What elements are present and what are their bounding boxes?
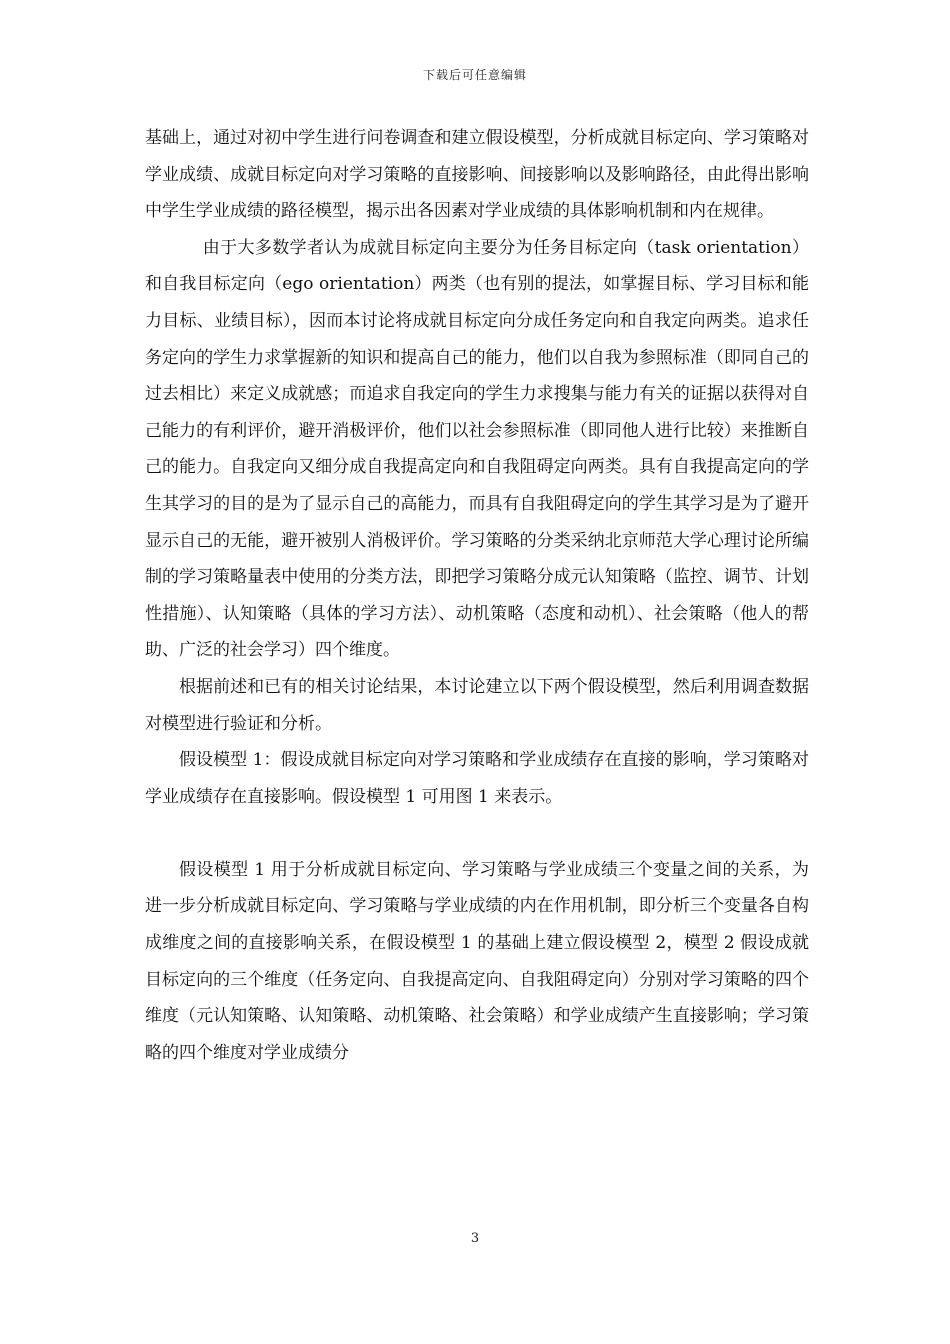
paragraph-goal-orientation: 由于大多数学者认为成就目标定向主要分为任务目标定向（task orientation）和自我目标定向（ego orientation）两类（也有别的提法，如掌握目标、学习目标和能力目标、业绩目标），因而本讨论将成就目标定向分成任务定向和自我定向两类。追求任务定向的学生力求掌握新的知识和提高自己的能力，他们以自我为参照标准（即同自己的过去相比）来定义成就感；而追求自我定向的学生力求搜集与能力有关的证据以获得对自己能力的有利评价，避开消极评价，他们以社会参照标准（即同他人进行比较）来推断自己的能力。自我定向又细分成自我提高定向和自我阻碍定向两类。具有自我提高定向的学生其学习的目的是为了显示自己的高能力，而具有自我阻碍定向的学生其学习是为了避开显示自己的无能，避开被别人消极评价。学习策略的分类采纳北京师范大学心理讨论所编制的学习策略量表中使用的分类方法，即把学习策略分成元认知策略（监控、调节、计划性措施）、认知策略（具体的学习方法）、动机策略（态度和动机）、社会策略（他人的帮助、广泛的社会学习）四个维度。 [145,237,809,661]
document-body [145,120,809,1071]
paragraph-hypothesis-model-1: 假设模型 1：假设成就目标定向对学习策略和学业成绩存在直接的影响，学习策略对学业成绩存在直接影响。假设模型 1 可用图 1 来表示。 [145,750,809,807]
paragraph-hypothesis-intro: 根据前述和已有的相关讨论结果，本讨论建立以下两个假设模型，然后利用调查数据对模型进行验证和分析。 [145,676,809,734]
page-header: 下载后可任意编辑 [422,68,527,82]
page-number: 3 [470,1231,480,1246]
paragraph-hypothesis-model-2: 假设模型 1 用于分析成就目标定向、学习策略与学业成绩三个变量之间的关系，为进一步分析成就目标定向、学习策略与学业成绩的内在作用机制，即分析三个变量各自构成维度之间的直接影响关系，在假设模型 1 的基础上建立假设模型 2，模型 2 假设成就目标定向的三个维度（任务定向、自我提高定向、自我阻碍定向）分别对学习策略的四个维度（元认知策略、认知策略、动机策略、社会策略）和学业成绩产生直接影响；学习策略的四个维度对学业成绩分 [145,859,809,1063]
paragraph-continuation: 基础上，通过对初中学生进行问卷调查和建立假设模型，分析成就目标定向、学习策略对学业成绩、成就目标定向对学习策略的直接影响、间接影响以及影响路径，由此得出影响中学生学业成绩的路径模型，揭示出各因素对学业成绩的具体影响机制和内在规律。 [145,128,809,222]
figure-gap [145,815,809,852]
